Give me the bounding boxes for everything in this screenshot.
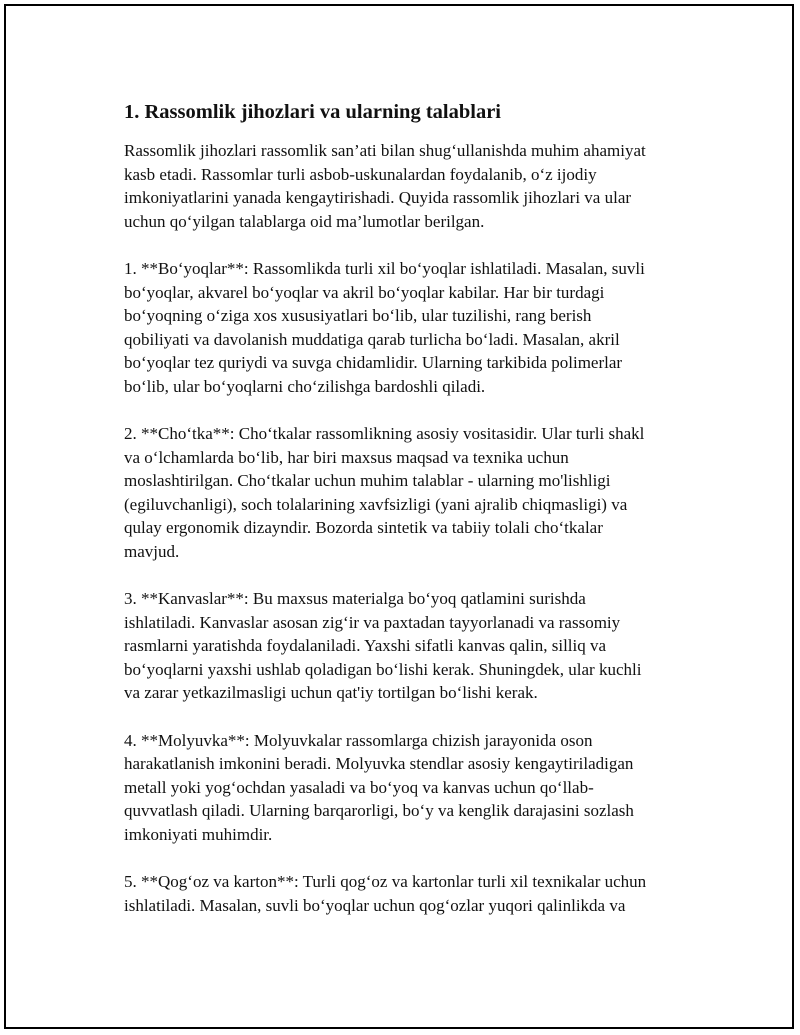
text-line: mavjud. [124, 541, 180, 561]
text-line: harakatlanish imkonini beradi. Molyuvka stendlar asosiy kengaytiriladigan [124, 754, 634, 773]
text-line: bo‘lib, ular bo‘yoqlarni cho‘zilishga bardoshli qiladi. [124, 376, 486, 396]
page-frame [4, 4, 794, 1029]
paints-paragraph [124, 257, 704, 398]
text-line: 4. **Molyuvka**: Molyuvkalar rassomlarga chizish jarayonida oson [124, 730, 593, 750]
text-line: ishlatiladi. Kanvaslar asosan zig‘ir va paxtadan tayyorlanadi va rassomiy [124, 612, 621, 632]
text-line: metall yoki yog‘ochdan yasaladi va bo‘yoq va kanvas uchun qo‘llab- [124, 777, 594, 797]
text-line: 1. **Bo‘yoqlar**: Rassomlikda turli xil bo‘yoqlar ishlatiladi. Masalan, suvli [124, 259, 645, 278]
text-line: va zarar yetkazilmasligi uchun qat'iy tortilgan bo‘lishi kerak. [124, 683, 538, 702]
section-heading: 1. Rassomlik jihozlari va ularning talablari [124, 101, 501, 123]
easels-paragraph [124, 729, 704, 847]
text-line: bo‘yoqlar tez quriydi va suvga chidamlidir. Ularning tarkibida polimerlar [124, 353, 623, 372]
text-line: 3. **Kanvaslar**: Bu maxsus materialga bo‘yoq qatlamini surishda [124, 589, 586, 608]
text-line: bo‘yoqlar, akvarel bo‘yoqlar va akril bo‘yoqlar kabilar. Har bir turdagi [124, 282, 605, 302]
text-line: qobiliyati va davolanish muddatiga qarab turlicha bo‘ladi. Masalan, akril [124, 329, 620, 349]
text-line: imkoniyatlarini yanada kengaytirishadi. Quyida rassomlik jihozlari va ular [124, 188, 632, 207]
paper-paragraph [124, 870, 704, 917]
text-line: qulay ergonomik dizayndir. Bozorda sintetik va tabiiy tolali cho‘tkalar [124, 518, 603, 537]
text-line: moslashtirilgan. Cho‘tkalar uchun muhim talablar - ularning mo'lishligi [124, 471, 611, 490]
text-line: 5. **Qog‘oz va karton**: Turli qog‘oz va kartonlar turli xil texnikalar uchun [124, 872, 647, 891]
text-line: imkoniyati muhimdir. [124, 824, 273, 844]
intro-paragraph [124, 139, 704, 233]
text-line: 2. **Cho‘tka**: Cho‘tkalar rassomlikning asosiy vositasidir. Ular turli shakl [124, 424, 645, 443]
text-line: bo‘yoqlarni yaxshi ushlab qoladigan bo‘lishi kerak. Shuningdek, ular kuchli [124, 659, 642, 679]
text-line: rasmlarni yaratishda foydalaniladi. Yaxshi sifatli kanvas qalin, silliq va [124, 636, 607, 655]
document-body [124, 99, 704, 941]
canvases-paragraph [124, 587, 704, 705]
text-line: ishlatiladi. Masalan, suvli bo‘yoqlar uchun qog‘ozlar yuqori qalinlikda va [124, 895, 626, 915]
text-line: bo‘yoqning o‘ziga xos xususiyatlari bo‘lib, ular tuzilishi, rang berish [124, 306, 592, 325]
text-line: uchun qo‘yilgan talablarga oid ma’lumotlar berilgan. [124, 211, 485, 231]
text-line: quvvatlash qiladi. Ularning barqarorligi, bo‘y va kenglik darajasini sozlash [124, 801, 634, 820]
text-line: kasb etadi. Rassomlar turli asbob-uskunalardan foydalanib, o‘z ijodiy [124, 164, 597, 184]
brushes-paragraph [124, 422, 704, 563]
text-line: va o‘lchamlarda bo‘lib, har biri maxsus maqsad va texnika uchun [124, 447, 569, 467]
text-line: (egiluvchanligi), soch tolalarining xavfsizligi (yani ajralib chiqmasligi) va [124, 494, 628, 514]
text-line: Rassomlik jihozlari rassomlik san’ati bilan shug‘ullanishda muhim ahamiyat [124, 141, 646, 160]
